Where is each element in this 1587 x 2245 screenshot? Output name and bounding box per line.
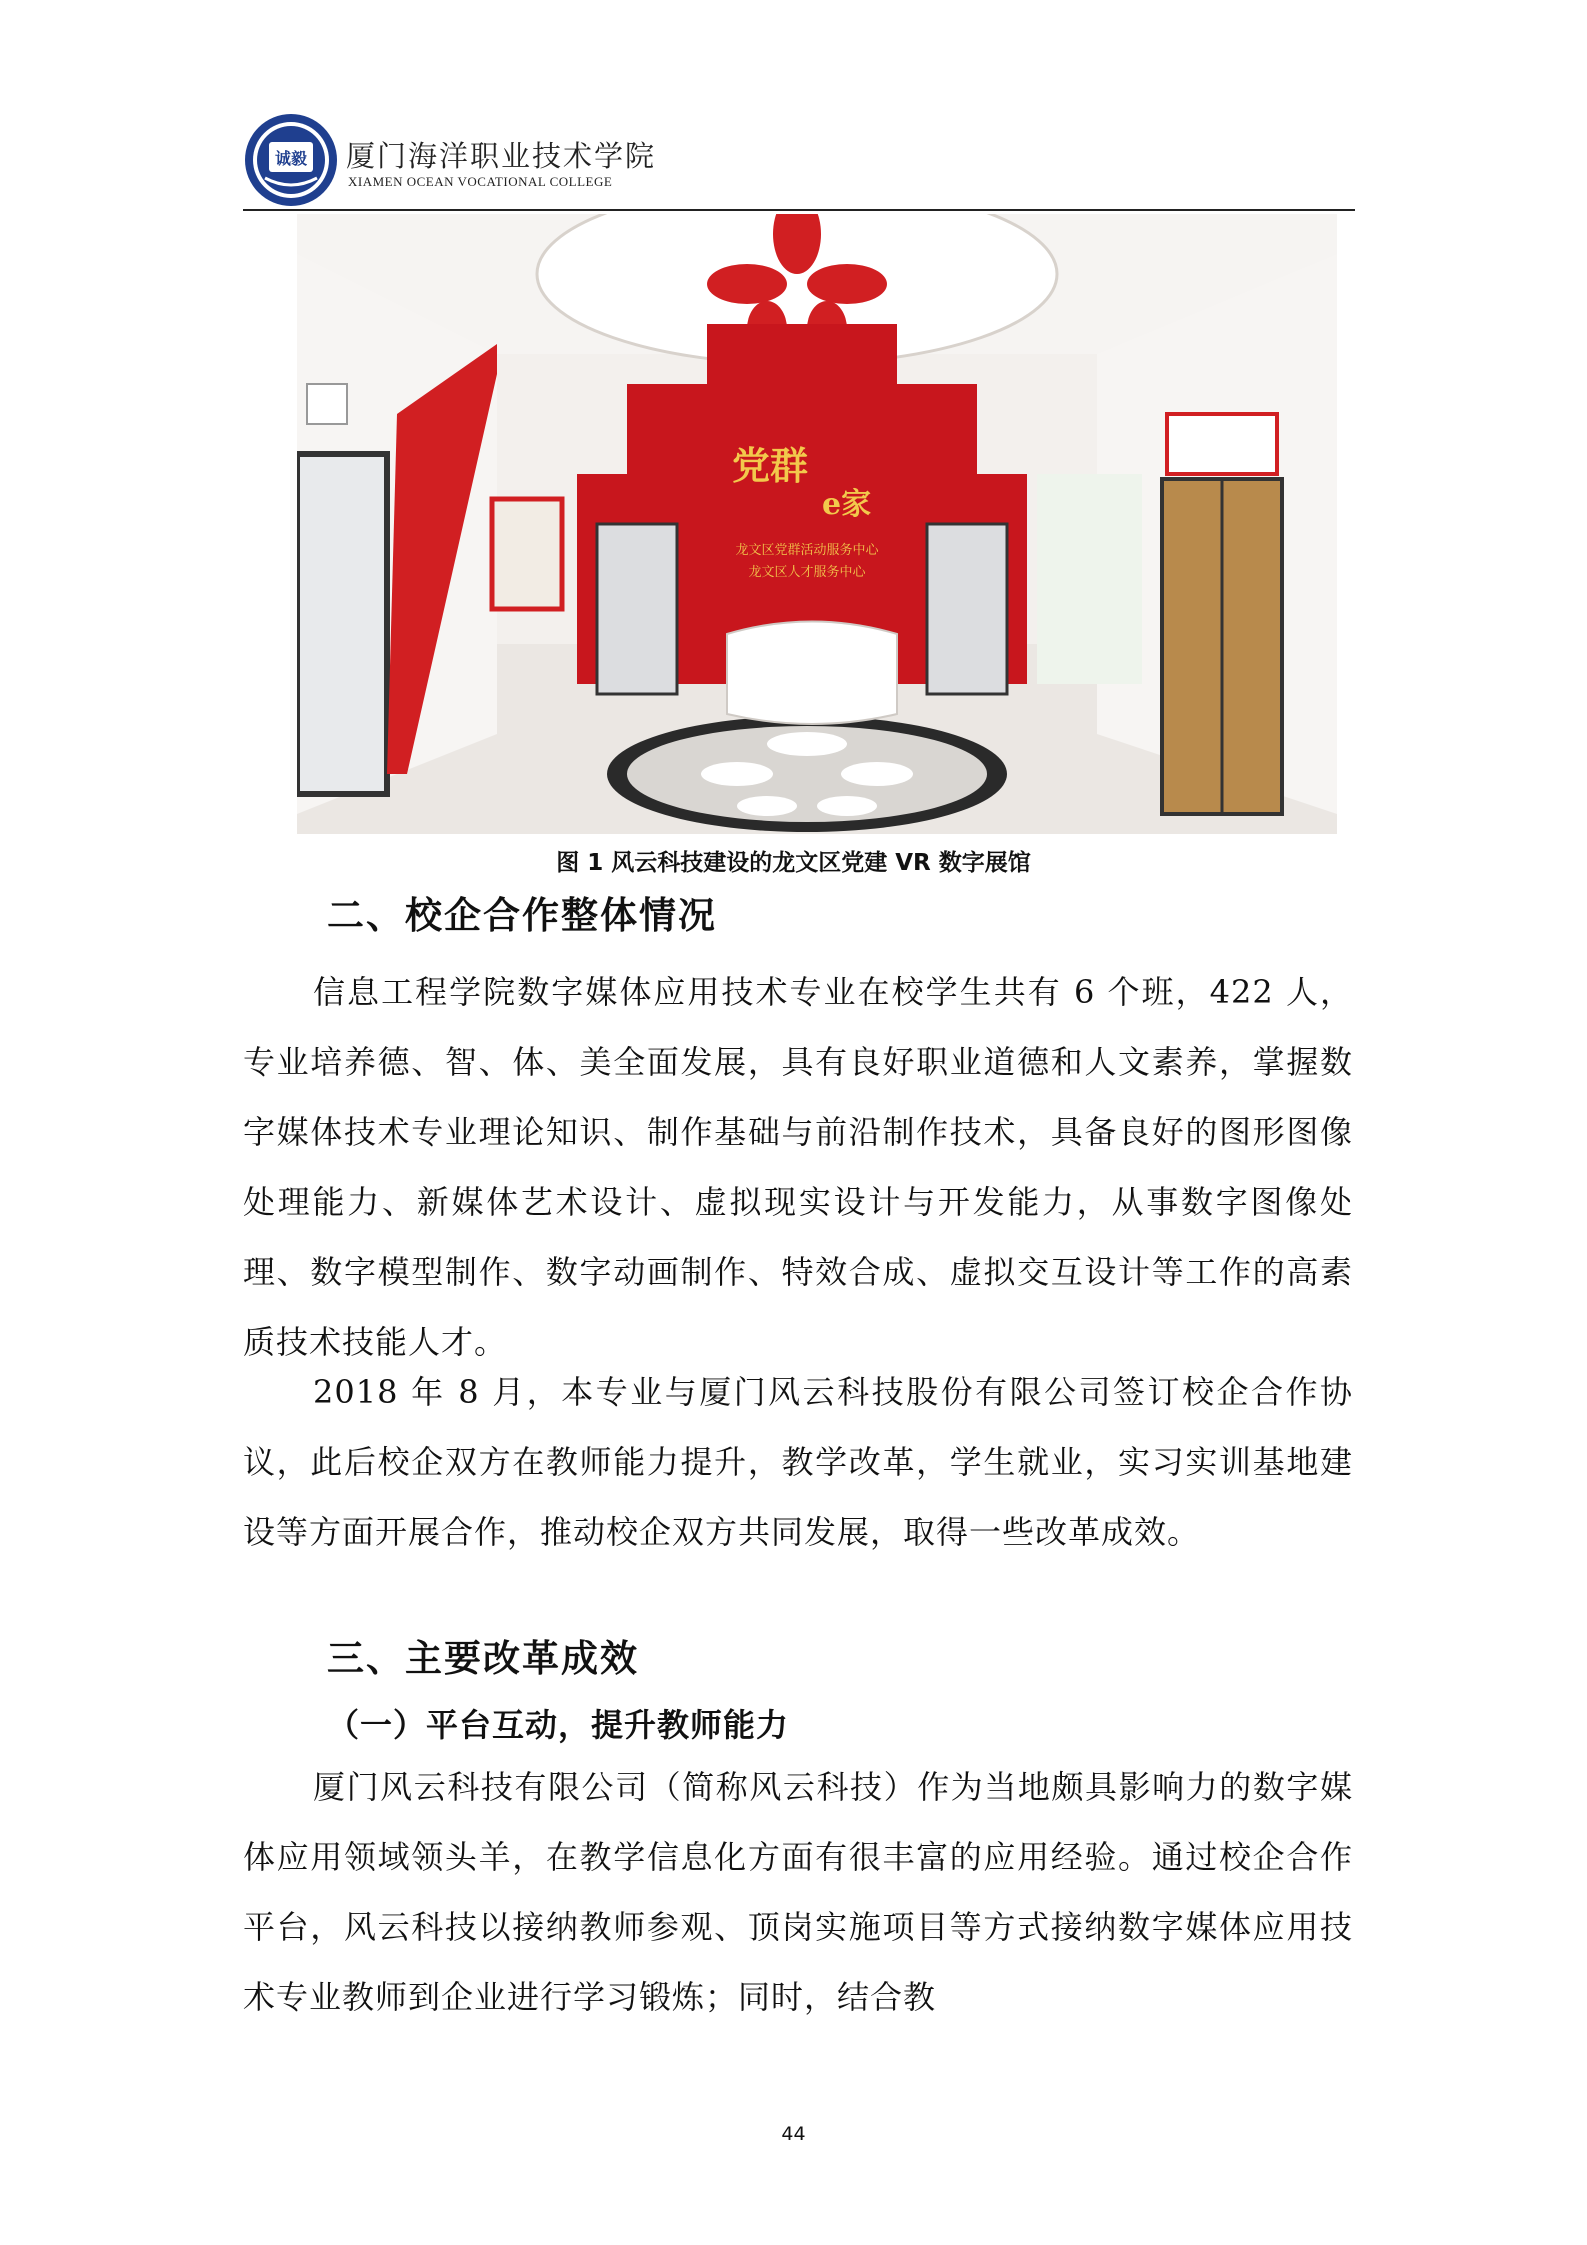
- college-name-cn: 厦门海洋职业技术学院: [346, 139, 657, 173]
- figure-caption: 图 1 风云科技建设的龙文区党建 VR 数字展馆: [556, 850, 1031, 876]
- college-name-en: XIAMEN OCEAN VOCATIONAL COLLEGE: [348, 174, 613, 189]
- figure-photo: [297, 214, 1337, 834]
- subsection1-heading: （一）平台互动，提升教师能力: [327, 1706, 790, 1744]
- section2-paragraph-2: 2018 年 8 月，本专业与厦门风云科技股份有限公司签订校企合作协议，此后校企双方在教师能力提升，教学改革，学生就业，实习实训基地建设等方面开展合作，推动校企双方共同发展，取得一些改革成效。: [243, 1373, 1353, 1551]
- subsection1-paragraph: 厦门风云科技有限公司（简称风云科技）作为当地颇具影响力的数字媒体应用领域领头羊，在教学信息化方面有很丰富的应用经验。通过校企合作平台，风云科技以接纳教师参观、顶岗实施项目等方式接纳数字媒体应用技术专业教师到企业进行学习锻炼；同时，结合教: [243, 1768, 1353, 2016]
- page-header: [243, 112, 1353, 210]
- sign-sub-text: e家: [822, 487, 872, 522]
- section2-paragraph-1: 信息工程学院数字媒体应用技术专业在校学生共有 6 个班，422 人，专业培养德、智、体、美全面发展，具有良好职业道德和人文素养，掌握数字媒体技术专业理论知识、制作基础与前沿制作技术，具备良好的图形图像处理能力、新媒体艺术设计、虚拟现实设计与开发能力，从事数字图像处理、数字模型制作、数字动画制作、特效合成、虚拟交互设计等工作的高素质技术技能人才。: [243, 973, 1353, 1361]
- section2-heading: 二、校企合作整体情况: [327, 894, 717, 937]
- sign-line-1: 龙文区党群活动服务中心: [735, 543, 879, 558]
- sign-main-text: 党群: [732, 443, 809, 488]
- sign-line-2: 龙文区人才服务中心: [748, 565, 866, 580]
- header-divider: [243, 209, 1355, 211]
- section3-heading: 三、主要改革成效: [327, 1637, 639, 1680]
- college-logo: [243, 112, 339, 208]
- page-number: 44: [781, 2123, 806, 2145]
- svg-text:诚毅: 诚毅: [274, 149, 308, 168]
